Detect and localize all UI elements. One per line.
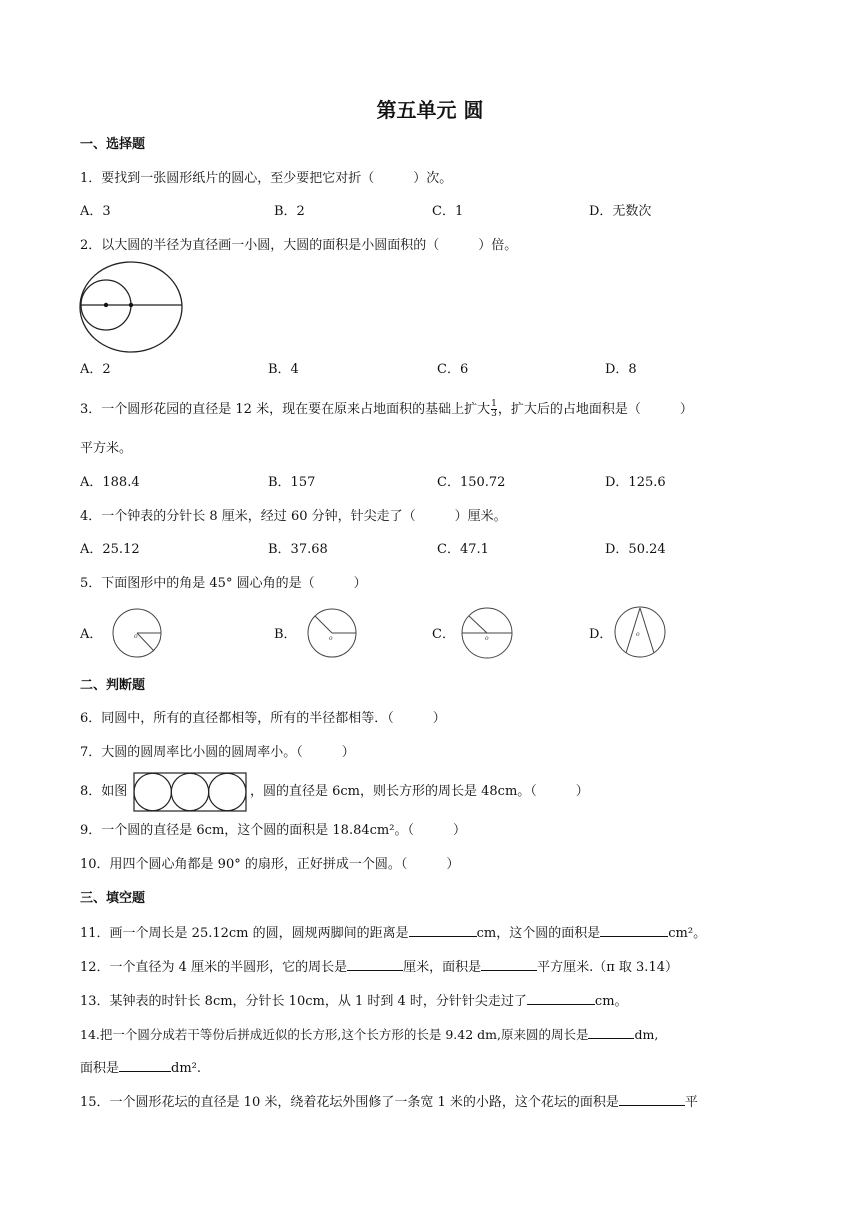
q15-text-pre: 15．一个圆形花坛的直径是 10 米，绕着花坛外围修了一条宽 1 米的小路，这个花坛的面积是 (80, 1095, 619, 1110)
question-2: 2．以大圆的半径为直径画一小圆，大圆的面积是小圆面积的（ ）倍。 (80, 238, 518, 253)
fraction-one-third (491, 400, 497, 419)
q13-text-post: cm。 (594, 994, 628, 1009)
question-5: 5．下面图形中的角是 45° 圆心角的是（ ） (80, 576, 367, 591)
q14-line2-post: dm². (171, 1061, 202, 1076)
q15-blank[interactable] (619, 1093, 685, 1106)
q3-text-pre: 3．一个圆形花园的直径是 12 米，现在要在原来占地面积的基础上扩大 (80, 402, 491, 417)
q12-blank-2[interactable] (481, 958, 537, 971)
question-7: 7．大圆的圆周率比小圆的圆周率小。（ ） (80, 745, 355, 760)
q3-option-d: D．125.6 (605, 475, 666, 490)
q4-option-a: A．25.12 (80, 542, 140, 557)
q3-option-c: C．150.72 (437, 475, 506, 490)
q1-option-a: A．3 (80, 204, 111, 219)
q5-b-center-label: o (329, 635, 333, 642)
section-heading-fill: 三、填空题 (80, 891, 146, 906)
q12-text-mid: 厘米，面积是 (403, 960, 482, 975)
q8-text-post: ，圆的直径是 6cm，则长方形的周长是 48cm。（ ） (250, 784, 589, 799)
q5-option-b: B． (274, 627, 297, 642)
q3-text-post: ，扩大后的占地面积是（ ） (497, 402, 693, 417)
q4-option-d: D．50.24 (605, 542, 666, 557)
question-9: 9．一个圆的直径是 6cm，这个圆的面积是 18.84cm²。（ ） (80, 823, 466, 838)
q5-figure-d (614, 606, 666, 658)
q11-text-post: cm²。 (668, 926, 707, 941)
fraction-numerator: 1 (491, 399, 497, 409)
q11-blank-1[interactable] (409, 924, 477, 937)
section-heading-judge: 二、判断题 (80, 678, 146, 693)
q8-text-pre: 8．如图 (80, 784, 128, 799)
section-heading-choice: 一、选择题 (80, 137, 146, 152)
q2-option-a: A．2 (80, 362, 111, 377)
q5-option-d: D． (589, 627, 613, 642)
fraction-denominator: 3 (491, 409, 497, 419)
q2-option-d: D．8 (605, 362, 637, 377)
q5-a-center-label: o (134, 633, 138, 640)
question-13 (80, 992, 628, 1011)
q12-text-post: 平方厘米.（π 取 3.14） (537, 960, 678, 975)
q3-option-a: A．188.4 (80, 475, 140, 490)
q4-option-b: B．37.68 (268, 542, 328, 557)
q5-option-c: C． (432, 627, 455, 642)
q5-figure-a (112, 608, 162, 658)
question-3 (80, 400, 693, 419)
question-3-line2: 平方米。 (80, 441, 133, 456)
question-15 (80, 1093, 698, 1112)
question-6: 6．同圆中，所有的直径都相等，所有的半径都相等．（ ） (80, 711, 446, 726)
q14-text-post: dm, (634, 1027, 659, 1042)
q11-text-mid: cm，这个圆的面积是 (476, 926, 601, 941)
question-4: 4．一个钟表的分针长 8 厘米，经过 60 分钟，针尖走了（ ）厘米。 (80, 509, 507, 524)
question-1: 1．要找到一张圆形纸片的圆心，至少要把它对折（ ）次。 (80, 171, 453, 186)
q5-option-a: A． (80, 627, 103, 642)
q3-option-b: B．157 (268, 475, 316, 490)
q14-line2-pre: 面积是 (80, 1061, 120, 1076)
q5-c-center-label: o (485, 635, 489, 642)
question-12 (80, 958, 678, 977)
q13-blank[interactable] (527, 992, 595, 1005)
q8-rectangle-circles-figure (133, 772, 247, 812)
q4-option-c: C．47.1 (437, 542, 489, 557)
q14-blank-2[interactable] (119, 1059, 171, 1072)
q15-text-post: 平 (684, 1095, 698, 1110)
q2-option-b: B．4 (268, 362, 299, 377)
question-11 (80, 924, 706, 943)
q1-option-d: D．无数次 (589, 204, 652, 219)
q13-text-pre: 13．某钟表的时针长 8cm，分针长 10cm，从 1 时到 4 时，分针针尖走过了 (80, 994, 527, 1009)
q14-text-pre: 14.把一个圆分成若干等份后拼成近似的长方形,这个长方形的长是 9.42 dm,原来圆的周长是 (80, 1027, 589, 1042)
q5-figure-c (461, 608, 513, 658)
q12-text-pre: 12．一个直径为 4 厘米的半圆形，它的周长是 (80, 960, 348, 975)
page-title: 第五单元 圆 (376, 98, 484, 122)
q14-blank-1[interactable] (588, 1026, 634, 1039)
q1-option-b: B．2 (274, 204, 305, 219)
question-14 (80, 1026, 658, 1044)
q5-d-center-label: o (636, 631, 640, 638)
q1-option-c: C．1 (432, 204, 464, 219)
q5-figure-b (307, 608, 357, 658)
q11-blank-2[interactable] (600, 924, 668, 937)
q12-blank-1[interactable] (347, 958, 403, 971)
question-14-line2 (80, 1059, 201, 1078)
q2-option-c: C．6 (437, 362, 469, 377)
q2-circles-figure (78, 260, 184, 355)
q11-text-pre: 11．画一个周长是 25.12cm 的圆，圆规两脚间的距离是 (80, 926, 409, 941)
question-10: 10．用四个圆心角都是 90° 的扇形，正好拼成一个圆。（ ） (80, 857, 460, 872)
